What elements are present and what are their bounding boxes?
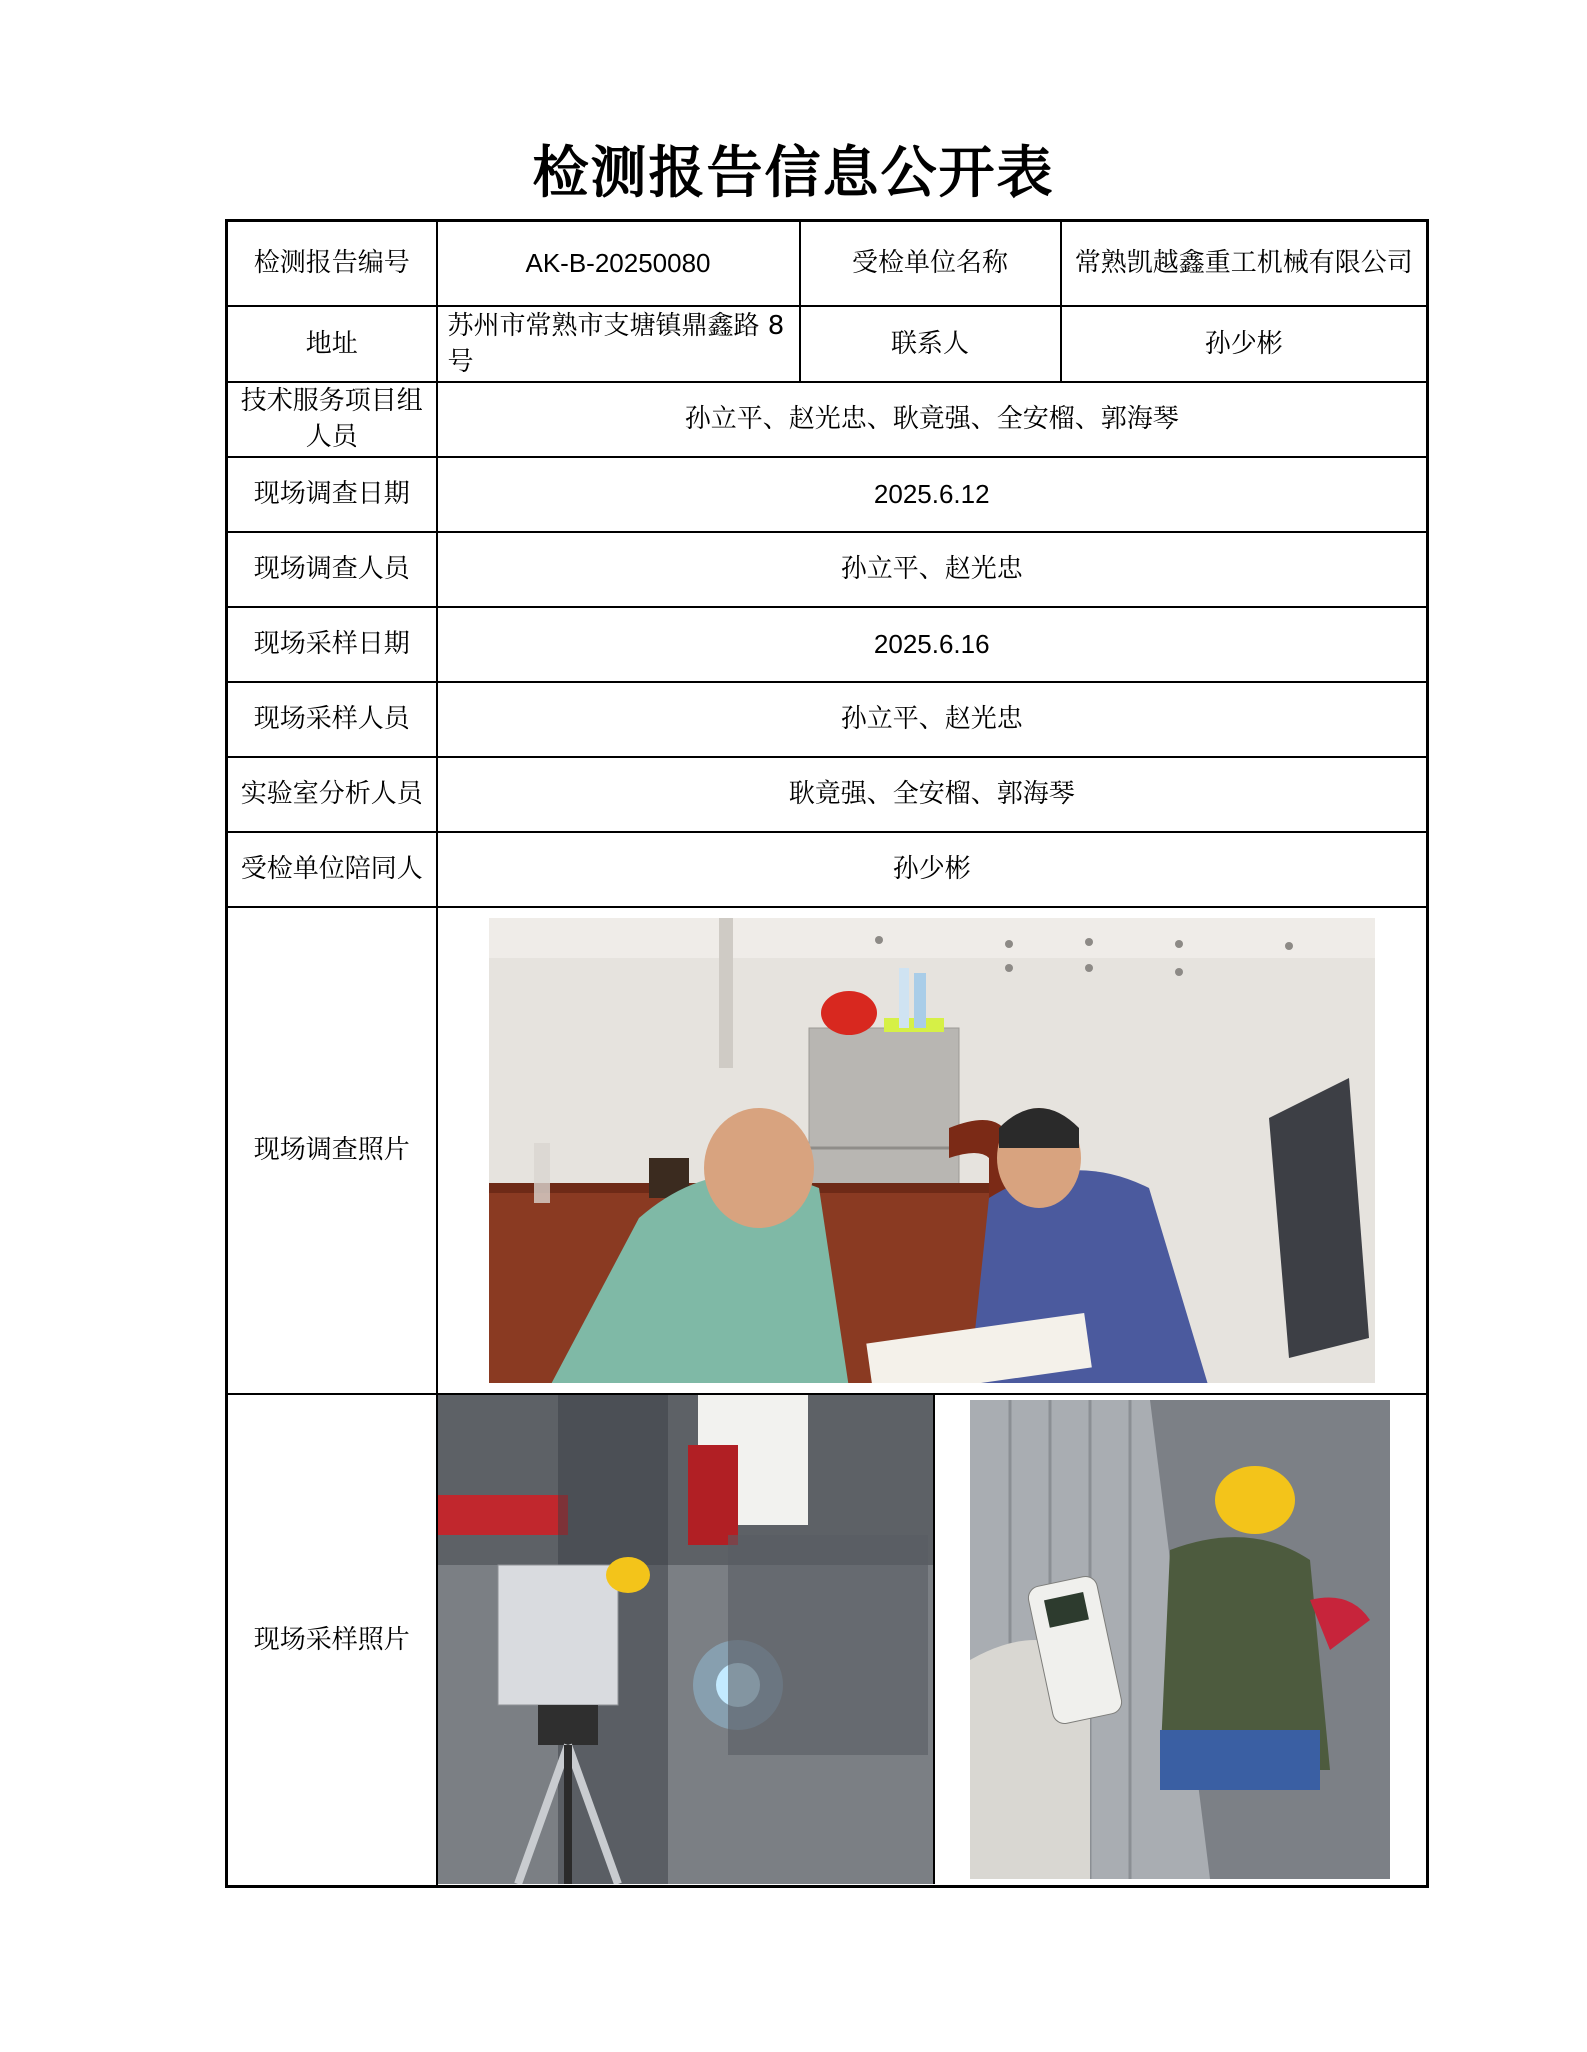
page-title: 检测报告信息公开表 (532, 141, 1055, 206)
sampling-photo-cell (437, 1394, 1428, 1887)
survey-staff-label: 现场调查人员 (227, 532, 437, 607)
sampling-photo-left-wrap (438, 1395, 933, 1884)
table-row (227, 532, 1428, 607)
table-row (227, 757, 1428, 832)
escort-value: 孙少彬 (437, 832, 1428, 907)
survey-photo (489, 918, 1375, 1383)
table-row (227, 306, 1428, 382)
table-row (227, 607, 1428, 682)
report-no-label: 检测报告编号 (227, 221, 437, 306)
team-label: 技术服务项目组人员 (227, 382, 437, 457)
contact-value: 孙少彬 (1061, 306, 1428, 382)
contact-label: 联系人 (800, 306, 1061, 382)
sampling-date-value: 2025.6.16 (437, 607, 1428, 682)
escort-label: 受检单位陪同人 (227, 832, 437, 907)
sampling-staff-label: 现场采样人员 (227, 682, 437, 757)
table-row (227, 221, 1428, 306)
lab-staff-label: 实验室分析人员 (227, 757, 437, 832)
lab-staff-value: 耿竟强、全安榴、郭海琴 (437, 757, 1428, 832)
sampling-photos (438, 1395, 1427, 1884)
unit-name-value: 常熟凯越鑫重工机械有限公司 (1061, 221, 1428, 306)
sampling-photo-label: 现场采样照片 (227, 1394, 437, 1887)
survey-photo-label: 现场调查照片 (227, 907, 437, 1394)
sampling-staff-value: 孙立平、赵光忠 (437, 682, 1428, 757)
sampling-date-label: 现场采样日期 (227, 607, 437, 682)
table-row (227, 832, 1428, 907)
survey-staff-value: 孙立平、赵光忠 (437, 532, 1428, 607)
sampling-photo-right (970, 1400, 1390, 1879)
survey-date-label: 现场调查日期 (227, 457, 437, 532)
survey-date-value: 2025.6.12 (437, 457, 1428, 532)
table-row (227, 907, 1428, 1394)
report-no-value: AK-B-20250080 (437, 221, 800, 306)
address-label: 地址 (227, 306, 437, 382)
table-row (227, 1394, 1428, 1887)
info-table (225, 219, 1429, 1888)
table-row (227, 682, 1428, 757)
sampling-photo-right-wrap (935, 1395, 1427, 1884)
unit-name-label: 受检单位名称 (800, 221, 1061, 306)
address-value: 苏州市常熟市支塘镇鼎鑫路 8 号 (437, 306, 800, 382)
table-row (227, 457, 1428, 532)
table-row (227, 382, 1428, 457)
survey-photo-cell (437, 907, 1428, 1394)
sampling-photo-left (438, 1395, 933, 1884)
team-value: 孙立平、赵光忠、耿竟强、全安榴、郭海琴 (437, 382, 1428, 457)
